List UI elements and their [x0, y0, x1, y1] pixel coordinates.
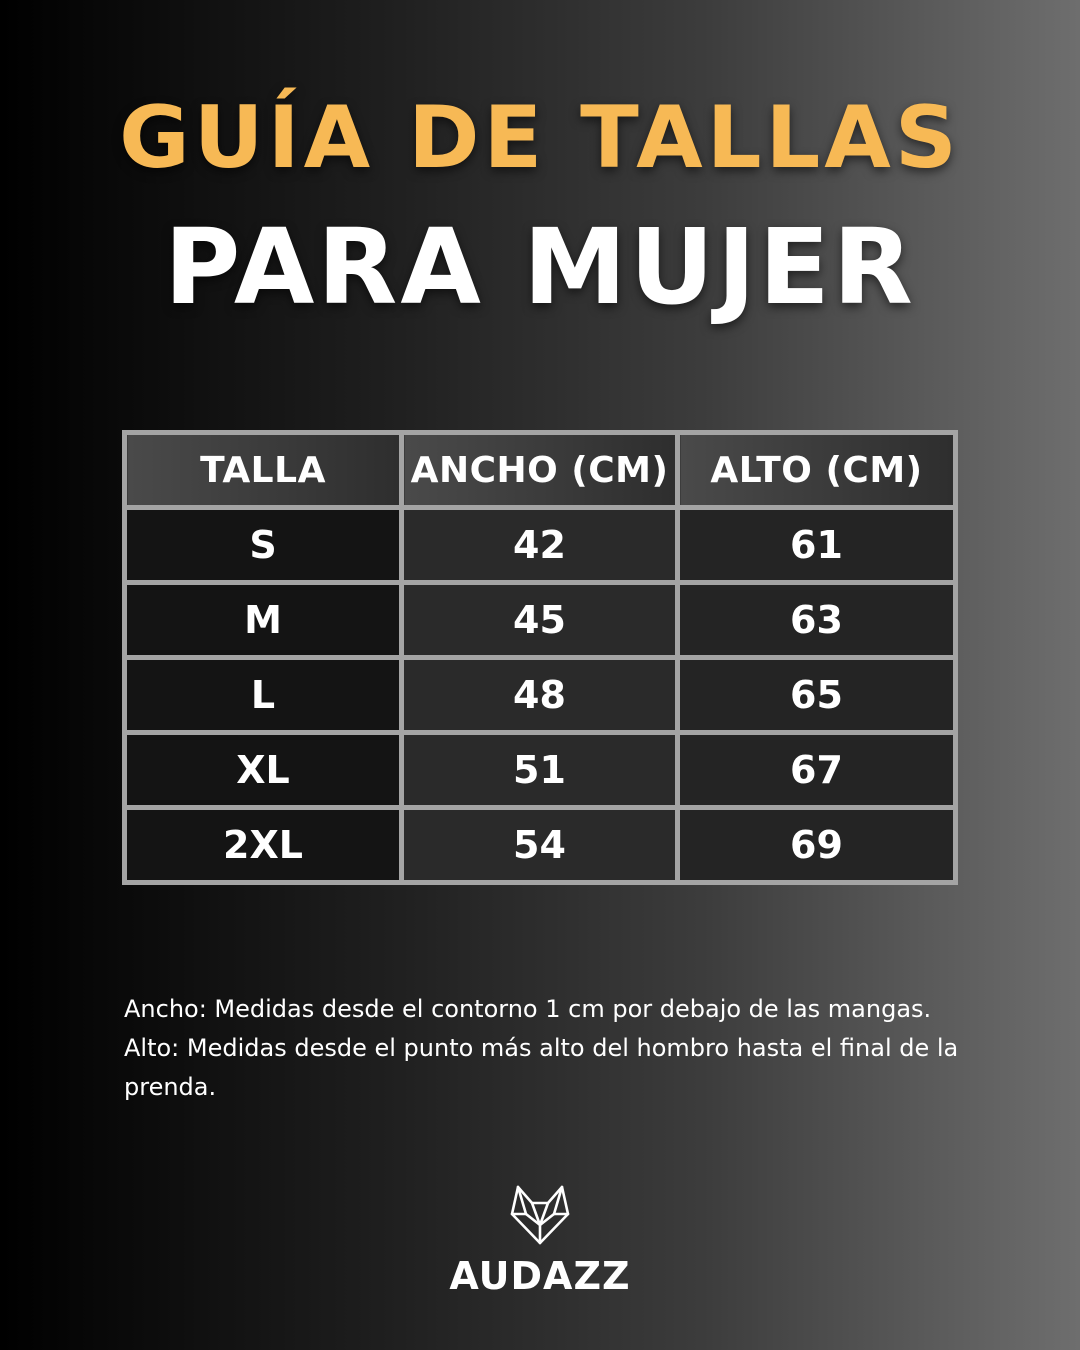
size-table [122, 430, 958, 885]
width-cell: 54 [402, 808, 678, 883]
height-cell: 63 [678, 583, 956, 658]
size-cell: 2XL [125, 808, 402, 883]
height-cell: 65 [678, 658, 956, 733]
width-cell: 45 [402, 583, 678, 658]
size-cell: S [125, 508, 402, 583]
height-cell: 67 [678, 733, 956, 808]
size-cell: L [125, 658, 402, 733]
width-cell: 42 [402, 508, 678, 583]
brand-name: AUDAZZ [449, 1254, 631, 1298]
width-cell: 48 [402, 658, 678, 733]
note-alto: Alto: Medidas desde el punto más alto del hombro hasta el final de la prenda. [124, 1034, 959, 1101]
table-row [125, 733, 956, 808]
table-row [125, 658, 956, 733]
brand-logo [0, 1184, 1080, 1298]
table-row [125, 508, 956, 583]
note-ancho: Ancho: Medidas desde el contorno 1 cm por debajo de las mangas. [124, 995, 932, 1023]
size-cell: M [125, 583, 402, 658]
width-cell: 51 [402, 733, 678, 808]
measurement-notes [124, 990, 984, 1107]
table-header-row [125, 433, 956, 508]
height-cell: 69 [678, 808, 956, 883]
fox-head-icon [508, 1184, 572, 1246]
height-cell: 61 [678, 508, 956, 583]
page-subtitle: PARA MUJER [164, 206, 916, 328]
size-cell: XL [125, 733, 402, 808]
table-row [125, 583, 956, 658]
column-header-ancho: ANCHO (CM) [402, 433, 678, 508]
table-row [125, 808, 956, 883]
page-title: GUÍA DE TALLAS [119, 88, 961, 188]
column-header-talla: TALLA [125, 433, 402, 508]
column-header-alto: ALTO (CM) [678, 433, 956, 508]
